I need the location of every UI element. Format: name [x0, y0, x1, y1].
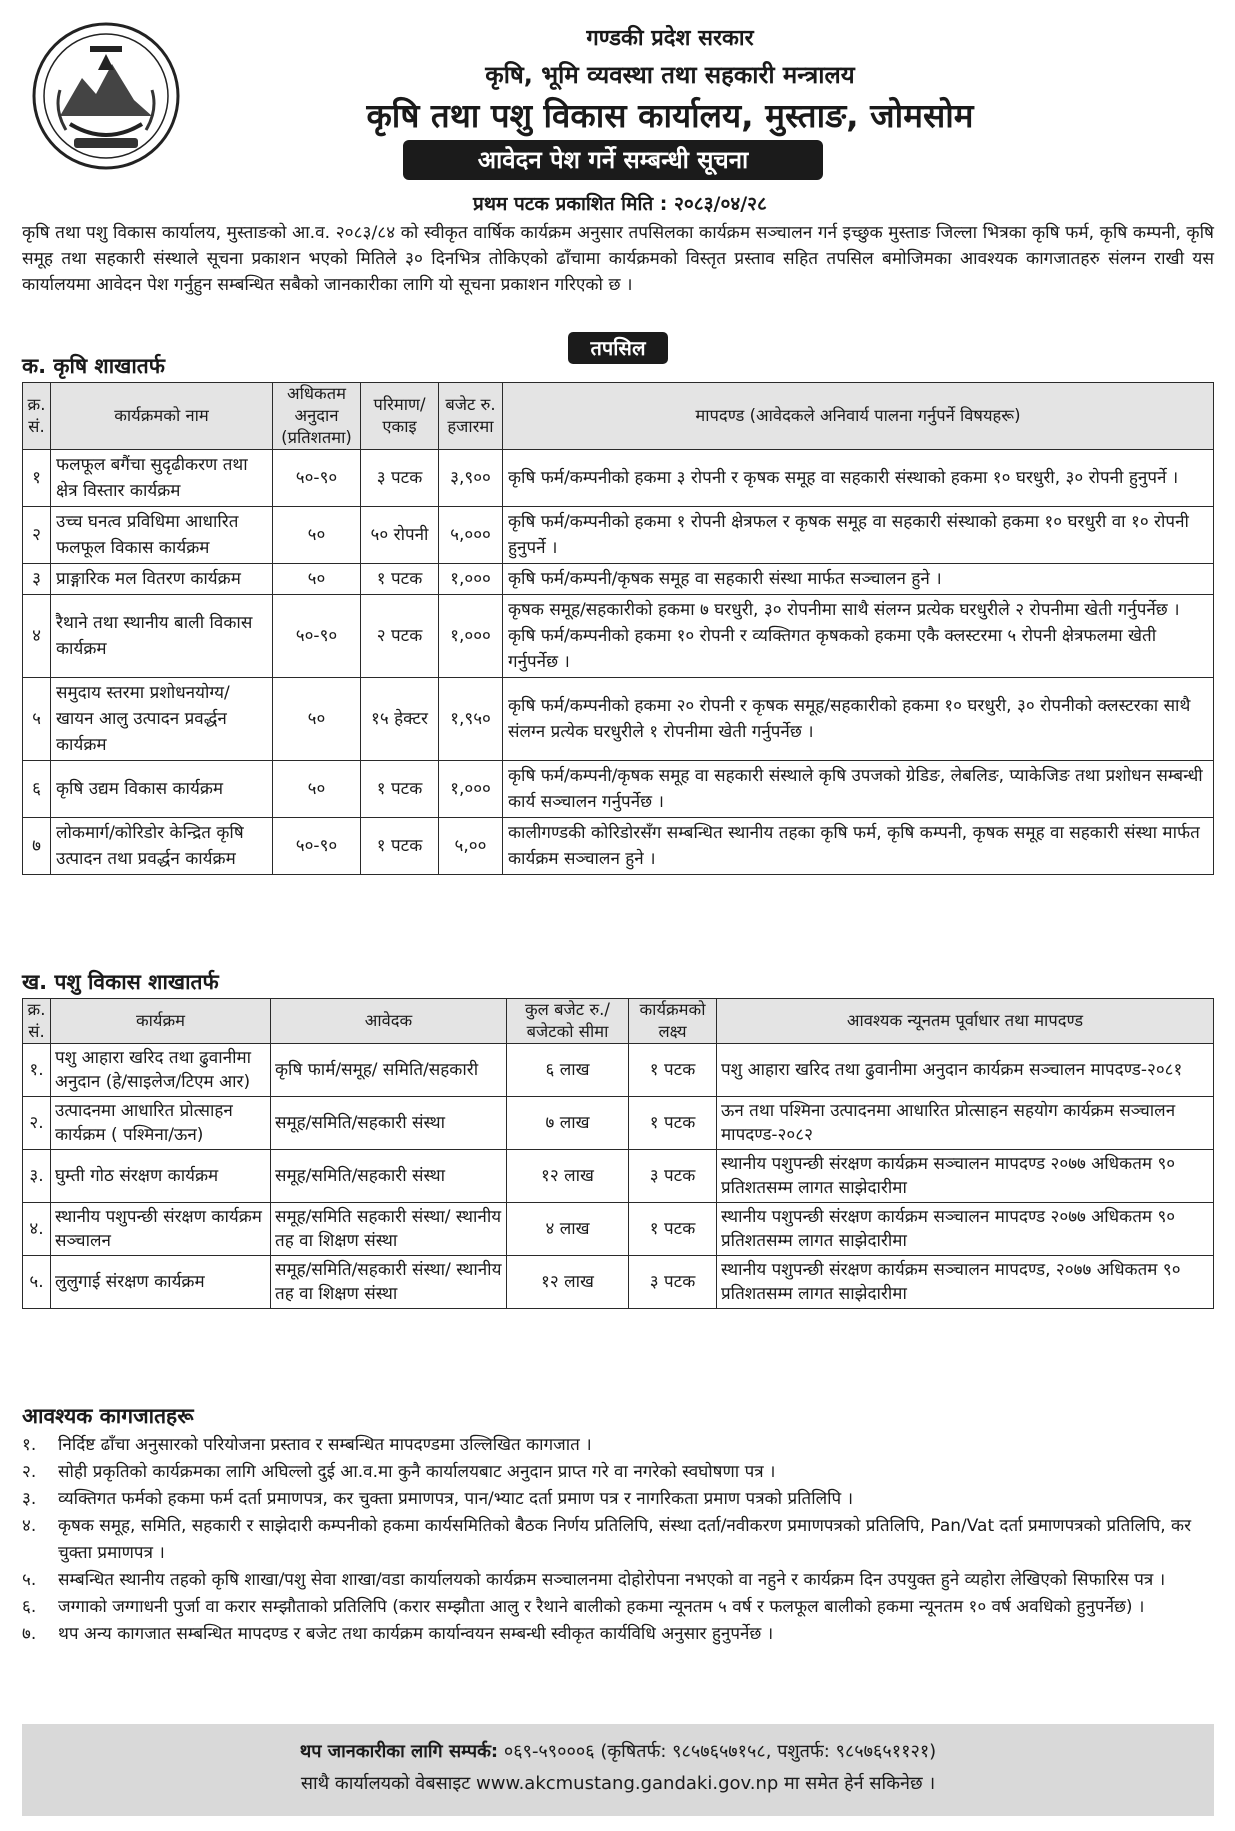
office-name: कृषि तथा पशु विकास कार्यालय, मुस्ताङ, जोमसोम	[366, 96, 974, 135]
cell-target: ३ पटक	[629, 1150, 717, 1203]
cell-budget: १२ लाख	[507, 1256, 629, 1309]
cell-program-name: कृषि उद्यम विकास कार्यक्रम	[51, 761, 273, 818]
table-row	[23, 1044, 1214, 1097]
documents-title: आवश्यक कागजातहरू	[22, 1404, 194, 1428]
list-item-number: २.	[22, 1462, 37, 1482]
list-item-text: थप अन्य कागजात सम्बन्धित मापदण्ड र बजेट तथा कार्यक्रम कार्यान्वयन सम्बन्धी स्वीकृत कार्यविधि अनुसार हुनुपर्नेछ ।	[58, 1624, 774, 1644]
table-row	[23, 818, 1214, 875]
list-item-number: ५.	[22, 1570, 37, 1590]
cell-budget: १२ लाख	[507, 1150, 629, 1203]
list-item-number: ६.	[22, 1597, 37, 1617]
col-header-criteria: मापदण्ड (आवेदकले अनिवार्य पालना गर्नुपर्ने विषयहरू)	[503, 383, 1214, 450]
cell-sn: ७	[23, 818, 51, 875]
cell-subsidy: ५०	[273, 507, 361, 564]
cell-applicant: समूह/समिति/सहकारी संस्था	[271, 1150, 507, 1203]
cell-quantity: २ पटक	[361, 595, 439, 678]
list-item-text: निर्दिष्ट ढाँचा अनुसारको परियोजना प्रस्ताव र सम्बन्धित मापदण्डमा उल्लिखित कागजात ।	[58, 1435, 592, 1455]
cell-budget: ७ लाख	[507, 1097, 629, 1150]
cell-program: लुलुगाई संरक्षण कार्यक्रम	[51, 1256, 271, 1309]
cell-program: स्थानीय पशुपन्छी संरक्षण कार्यक्रम सञ्चालन	[51, 1203, 271, 1256]
cell-target: ३ पटक	[629, 1256, 717, 1309]
cell-criteria: कृषि फर्म/कम्पनी/कृषक समूह वा सहकारी संस्था मार्फत सञ्चालन हुने ।	[503, 564, 1214, 595]
livestock-programs-table	[22, 998, 1214, 1309]
table-row	[23, 678, 1214, 761]
cell-quantity: १ पटक	[361, 818, 439, 875]
list-item	[22, 1432, 1214, 1459]
list-item-text: जग्गाको जग्गाधनी पुर्जा वा करार सम्झौताको प्रतिलिपि (करार सम्झौता आलु र रैथाने बालीको हकमा न्यूनतम ५ वर्ष र फलफूल बालीको हकमा न्यूनतम १० वर्ष अवधिको हुनुपर्नेछ) ।	[58, 1597, 1145, 1617]
cell-subsidy: ५०	[273, 678, 361, 761]
cell-quantity: ५० रोपनी	[361, 507, 439, 564]
cell-criteria: स्थानीय पशुपन्छी संरक्षण कार्यक्रम सञ्चालन मापदण्ड २०७७ अधिकतम ९० प्रतिशतसम्म लागत साझेदारीमा	[717, 1150, 1214, 1203]
col-header-applicant: आवेदक	[271, 999, 507, 1044]
government-name: गण्डकी प्रदेश सरकार	[586, 26, 754, 51]
table-row	[23, 761, 1214, 818]
cell-applicant: कृषि फार्म/समूह/ समिति/सहकारी	[271, 1044, 507, 1097]
cell-program: घुम्ती गोठ संरक्षण कार्यक्रम	[51, 1150, 271, 1203]
col-header-criteria: आवश्यक न्यूनतम पूर्वाधार तथा मापदण्ड	[717, 999, 1214, 1044]
table-row	[23, 1256, 1214, 1309]
col-header-quantity: परिमाण/ एकाइ	[361, 383, 439, 450]
cell-sn: २	[23, 507, 51, 564]
cell-subsidy: ५०	[273, 761, 361, 818]
cell-criteria: कृषि फर्म/कम्पनी/कृषक समूह वा सहकारी संस्थाले कृषि उपजको ग्रेडिङ, लेबलिङ, प्याकेजिङ तथा प्रशोधन सम्बन्धी कार्य सञ्चालन गर्नुपर्नेछ ।	[503, 761, 1214, 818]
cell-program-name: फलफूल बगैंचा सुदृढीकरण तथा क्षेत्र विस्तार कार्यक्रम	[51, 450, 273, 507]
list-item	[22, 1459, 1214, 1486]
cell-sn: ६	[23, 761, 51, 818]
cell-quantity: १५ हेक्टर	[361, 678, 439, 761]
list-item-number: ३.	[22, 1489, 37, 1509]
cell-applicant: समूह/समिति/सहकारी संस्था	[271, 1097, 507, 1150]
cell-quantity: १ पटक	[361, 761, 439, 818]
cell-budget: ४ लाख	[507, 1203, 629, 1256]
cell-criteria: कृषि फर्म/कम्पनीको हकमा १ रोपनी क्षेत्रफल र कृषक समूह वा सहकारी संस्थाको हकमा १० घरधुरी वा १० रोपनी हुनुपर्ने ।	[503, 507, 1214, 564]
cell-budget: १,०००	[439, 595, 503, 678]
cell-criteria: कृषि फर्म/कम्पनीको हकमा ३ रोपनी र कृषक समूह वा सहकारी संस्थाको हकमा १० घरधुरी, ३० रोपनी हुनुपर्ने ।	[503, 450, 1214, 507]
contact-label: थप जानकारीका लागि सम्पर्क:	[299, 1741, 499, 1762]
col-header-sn: क्र. सं.	[23, 999, 51, 1044]
col-header-sn: क्र. सं.	[23, 383, 51, 450]
intro-paragraph: कृषि तथा पशु विकास कार्यालय, मुस्ताङको आ.व. २०८३/८४ को स्वीकृत वार्षिक कार्यक्रम अनुसार तपसिलका कार्यक्रम सञ्चालन गर्न इच्छुक मुस्ताङ जिल्ला भित्रका कृषि फर्म, कृषि कम्पनी, कृषि समूह तथा सहकारी संस्थाले सूचना प्रकाशन भएको मितिले ३० दिनभित्र तोकिएको ढाँचामा कार्यक्रमको विस्तृत प्रस्ताव सहित तपसिल बमोजिमका आवश्यक कागजातहरु संलग्न राखी यस कार्यालयमा आवेदन पेश गर्नुहुन सम्बन्धित सबैको जानकारीका लागि यो सूचना प्रकाशन गरिएको छ ।	[22, 223, 1214, 295]
cell-criteria: स्थानीय पशुपन्छी संरक्षण कार्यक्रम सञ्चालन मापदण्ड, २०७७ अधिकतम ९० प्रतिशतसम्म लागत साझेदारीमा	[717, 1256, 1214, 1309]
col-header-target: कार्यक्रमको लक्ष्य	[629, 999, 717, 1044]
list-item-number: ४.	[22, 1516, 37, 1536]
table-row	[23, 1150, 1214, 1203]
website-line: साथै कार्यालयको वेबसाइट www.akcmustang.gandaki.gov.np मा समेत हेर्न सकिनेछ ।	[300, 1773, 936, 1794]
cell-budget: ६ लाख	[507, 1044, 629, 1097]
col-header-total-budget: कुल बजेट रु./ बजेटको सीमा	[507, 999, 629, 1044]
cell-target: १ पटक	[629, 1203, 717, 1256]
cell-applicant: समूह/समिति/सहकारी संस्था/ स्थानीय तह वा शिक्षण संस्था	[271, 1256, 507, 1309]
table-row	[23, 507, 1214, 564]
list-item	[22, 1594, 1214, 1621]
cell-criteria: कृषक समूह/सहकारीको हकमा ७ घरधुरी, ३० रोपनीमा साथै संलग्न प्रत्येक घरधुरीले २ रोपनीमा खेती गर्नुपर्नेछ । कृषि फर्म/कम्पनीको हकमा १० रोपनी र व्यक्तिगत कृषकको हकमा एकै क्लस्टरमा ५ रोपनी क्षेत्रफलमा खेती गर्नुपर्नेछ ।	[503, 595, 1214, 678]
cell-sn: ४.	[23, 1203, 51, 1256]
cell-program-name: समुदाय स्तरमा प्रशोधनयोग्य/खायन आलु उत्पादन प्रवर्द्धन कार्यक्रम	[51, 678, 273, 761]
cell-criteria: स्थानीय पशुपन्छी संरक्षण कार्यक्रम सञ्चालन मापदण्ड २०७७ अधिकतम ९० प्रतिशतसम्म लागत साझेदारीमा	[717, 1203, 1214, 1256]
table-row	[23, 1097, 1214, 1150]
list-item	[22, 1621, 1214, 1648]
table-header-row	[23, 383, 1214, 450]
list-item-text: सम्बन्धित स्थानीय तहको कृषि शाखा/पशु सेवा शाखा/वडा कार्यालयको कार्यक्रम सञ्चालनमा दोहोरोपना नभएको वा नहुने र कार्यक्रम दिन उपयुक्त हुने व्यहोरा लेखिएको सिफारिस पत्र ।	[58, 1570, 1166, 1590]
cell-budget: ५,०००	[439, 507, 503, 564]
list-item-number: ७.	[22, 1624, 37, 1644]
cell-sn: ५.	[23, 1256, 51, 1309]
published-date: प्रथम पटक प्रकाशित मिति : २०८३/०४/२८	[473, 193, 767, 215]
cell-subsidy: ५०-९०	[273, 595, 361, 678]
cell-program-name: लोकमार्ग/कोरिडोर केन्द्रित कृषि उत्पादन तथा प्रवर्द्धन कार्यक्रम	[51, 818, 273, 875]
cell-program-name: प्राङ्गारिक मल वितरण कार्यक्रम	[51, 564, 273, 595]
list-item-text: कृषक समूह, समिति, सहकारी र साझेदारी कम्पनीको हकमा कार्यसमितिको बैठक निर्णय प्रतिलिपि, संस्था दर्ता/नवीकरण प्रमाणपत्रको प्रतिलिपि, Pan/Vat दर्ता प्रमाणपत्रको प्रतिलिपि, कर चुक्ता प्रमाणपत्र ।	[58, 1516, 1192, 1563]
list-item	[22, 1513, 1214, 1567]
cell-budget: ३,९००	[439, 450, 503, 507]
table-header-row	[23, 999, 1214, 1044]
ministry-name: कृषि, भूमि व्यवस्था तथा सहकारी मन्त्रालय	[485, 61, 855, 89]
cell-sn: २.	[23, 1097, 51, 1150]
col-header-max-subsidy: अधिकतम अनुदान (प्रतिशतमा)	[273, 383, 361, 450]
cell-subsidy: ५०	[273, 564, 361, 595]
cell-program-name: उच्च घनत्व प्रविधिमा आधारित फलफूल विकास कार्यक्रम	[51, 507, 273, 564]
cell-sn: ३	[23, 564, 51, 595]
cell-budget: १,०००	[439, 564, 503, 595]
cell-criteria: ऊन तथा पश्मिना उत्पादनमा आधारित प्रोत्साहन सहयोग कार्यक्रम सञ्चालन मापदण्ड-२०८२	[717, 1097, 1214, 1150]
cell-program-name: रैथाने तथा स्थानीय बाली विकास कार्यक्रम	[51, 595, 273, 678]
cell-budget: १,९५०	[439, 678, 503, 761]
cell-target: १ पटक	[629, 1044, 717, 1097]
cell-sn: १	[23, 450, 51, 507]
table-row	[23, 564, 1214, 595]
list-item-text: सोही प्रकृतिको कार्यक्रमका लागि अघिल्लो दुई आ.व.मा कुनै कार्यालयबाट अनुदान प्राप्त गरे वा नगरेको स्वघोषणा पत्र ।	[58, 1462, 776, 1482]
contact-box	[22, 1724, 1214, 1816]
list-item	[22, 1486, 1214, 1513]
list-item	[22, 1567, 1214, 1594]
cell-target: १ पटक	[629, 1097, 717, 1150]
cell-sn: १.	[23, 1044, 51, 1097]
list-item-text: व्यक्तिगत फर्मको हकमा फर्म दर्ता प्रमाणपत्र, कर चुक्ता प्रमाणपत्र, पान/भ्याट दर्ता प्रमाण पत्र र नागरिकता प्रमाण पत्रको प्रतिलिपि ।	[58, 1489, 854, 1509]
col-header-program: कार्यक्रम	[51, 999, 271, 1044]
table-row	[23, 595, 1214, 678]
tapasil-label: तपसिल	[568, 332, 668, 364]
cell-sn: ३.	[23, 1150, 51, 1203]
cell-budget: ५,००	[439, 818, 503, 875]
section-a-title: क. कृषि शाखातर्फ	[22, 354, 165, 378]
cell-subsidy: ५०-९०	[273, 818, 361, 875]
documents-list	[22, 1432, 1214, 1648]
table-row	[23, 1203, 1214, 1256]
col-header-program-name: कार्यक्रमको नाम	[51, 383, 273, 450]
nepal-government-emblem-icon	[30, 20, 182, 172]
cell-quantity: ३ पटक	[361, 450, 439, 507]
cell-applicant: समूह/समिति सहकारी संस्था/ स्थानीय तह वा शिक्षण संस्था	[271, 1203, 507, 1256]
contact-numbers: ०६९-५९०००६ (कृषितर्फ: ९८५७६५७१५८, पशुतर्फ: ९८५७६५११२१)	[503, 1741, 937, 1762]
cell-sn: ४	[23, 595, 51, 678]
agriculture-programs-table	[22, 382, 1214, 875]
cell-sn: ५	[23, 678, 51, 761]
table-row	[23, 450, 1214, 507]
cell-program: उत्पादनमा आधारित प्रोत्साहन कार्यक्रम ( पश्मिना/ऊन)	[51, 1097, 271, 1150]
section-b-title: ख. पशु विकास शाखातर्फ	[22, 970, 219, 994]
cell-quantity: १ पटक	[361, 564, 439, 595]
cell-subsidy: ५०-९०	[273, 450, 361, 507]
contact-line	[22, 1736, 1214, 1768]
cell-criteria: कृषि फर्म/कम्पनीको हकमा २० रोपनी र कृषक समूह/सहकारीको हकमा १० घरधुरी, ३० रोपनीको क्लस्टरका साथै संलग्न प्रत्येक घरधुरीले १ रोपनीमा खेती गर्नुपर्नेछ ।	[503, 678, 1214, 761]
cell-criteria: पशु आहारा खरिद तथा ढुवानीमा अनुदान कार्यक्रम सञ्चालन मापदण्ड-२०८१	[717, 1044, 1214, 1097]
notice-title: आवेदन पेश गर्ने सम्बन्धी सूचना	[403, 140, 823, 180]
cell-program: पशु आहारा खरिद तथा ढुवानीमा अनुदान (हे/साइलेज/टिएम आर)	[51, 1044, 271, 1097]
list-item-number: १.	[22, 1435, 37, 1455]
col-header-budget: बजेट रु. हजारमा	[439, 383, 503, 450]
cell-criteria: कालीगण्डकी कोरिडोरसँग सम्बन्धित स्थानीय तहका कृषि फर्म, कृषि कम्पनी, कृषक समूह वा सहकारी संस्था मार्फत कार्यक्रम सञ्चालन हुने ।	[503, 818, 1214, 875]
cell-budget: १,०००	[439, 761, 503, 818]
